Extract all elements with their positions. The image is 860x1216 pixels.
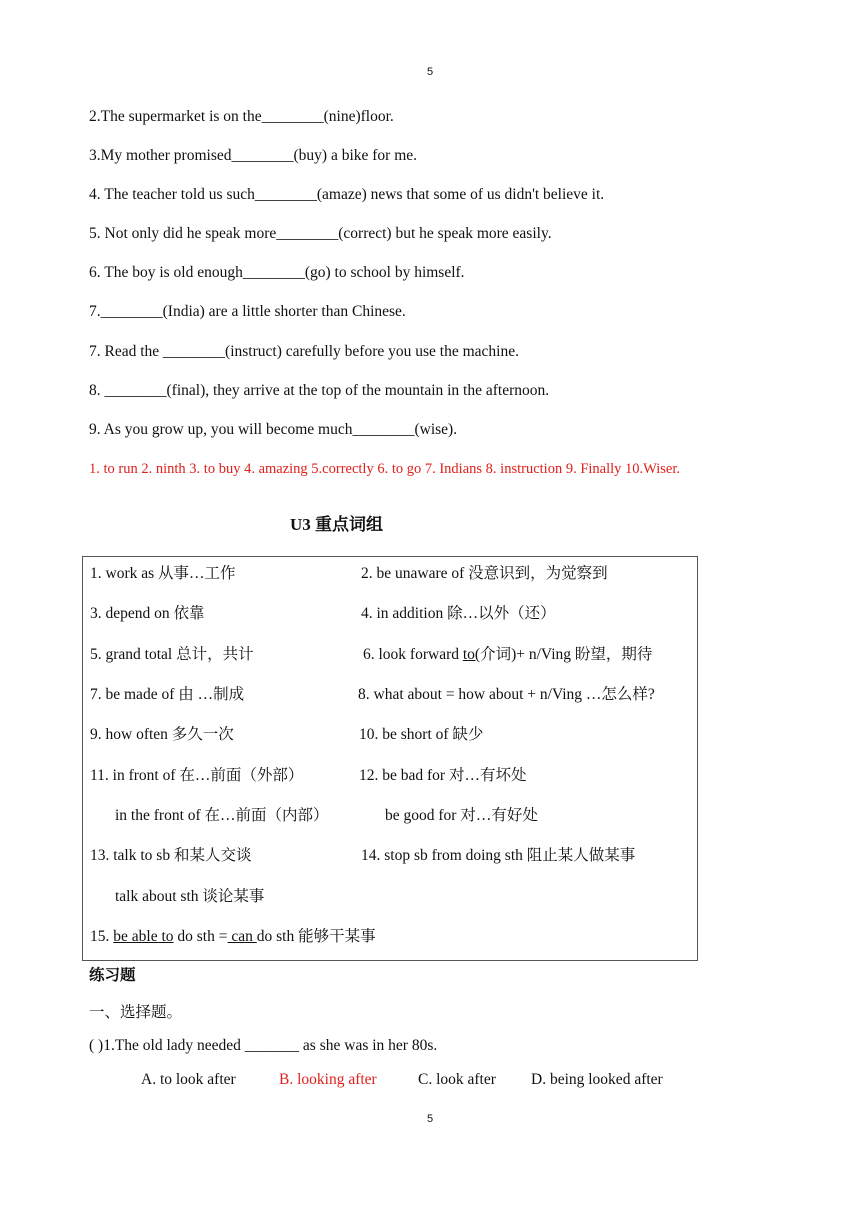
practice-part-heading: 一、选择题。: [89, 1004, 183, 1021]
practice-title: 练习题: [89, 967, 136, 984]
phrase-11: 11. in front of 在…前面（外部）: [90, 767, 304, 784]
phrase-15-can: can: [227, 928, 257, 945]
phrase-5: 5. grand total 总计，共计: [90, 646, 254, 663]
exercise-5: 5. Not only did he speak more________(correct) but he speak more easily.: [89, 225, 552, 242]
phrase-11b: in the front of 在…前面（内部）: [115, 807, 329, 824]
exercise-2: 2.The supermarket is on the________(nine)floor.: [89, 108, 394, 125]
phrase-8: 8. what about = how about + n/Ving …怎么样?: [358, 686, 655, 703]
answer-key: 1. to run 2. ninth 3. to buy 4. amazing 5.correctly 6. to go 7. Indians 8. instruction 9. Finally 10.Wiser.: [89, 461, 681, 477]
phrase-15-number: 15.: [90, 928, 114, 945]
exercise-4: 4. The teacher told us such________(amaze) news that some of us didn't believe it.: [89, 186, 605, 203]
choice-question-1: ( )1.The old lady needed _______ as she was in her 80s.: [89, 1037, 438, 1054]
phrase-9: 9. how often 多久一次: [90, 726, 234, 743]
page-number-bottom: 5: [426, 1113, 434, 1125]
exercise-8: 8. ________(final), they arrive at the top of the mountain in the afternoon.: [89, 382, 550, 399]
exercise-7b: 7. Read the ________(instruct) carefully before you use the machine.: [89, 343, 519, 360]
phrase-13: 13. talk to sb 和某人交谈: [90, 847, 252, 864]
phrase-10: 10. be short of 缺少: [359, 726, 484, 743]
phrase-14: 14. stop sb from doing sth 阻止某人做某事: [361, 847, 636, 864]
exercise-6: 6. The boy is old enough________(go) to school by himself.: [89, 264, 465, 281]
phrase-4: 4. in addition 除…以外（还）: [361, 605, 556, 622]
option-b: B. looking after: [279, 1071, 377, 1088]
exercise-3: 3.My mother promised________(buy) a bike for me.: [89, 147, 418, 164]
phrase-15-middle: do sth =: [173, 928, 228, 945]
phrase-6: [363, 642, 652, 664]
phrase-table: [82, 556, 698, 961]
phrase-6-part3: 介词)+ n/Ving 盼望，期待: [480, 646, 653, 663]
section-title: U3 重点词组: [290, 515, 384, 534]
phrase-3: 3. depend on 依靠: [90, 605, 205, 622]
phrase-12: 12. be bad for 对…有坏处: [359, 767, 527, 784]
exercise-9: 9. As you grow up, you will become much________(wise).: [89, 421, 458, 438]
phrase-6-underlined: to(: [462, 646, 481, 663]
page-number-top: 5: [426, 66, 434, 78]
phrase-6-part1: 6. look forward: [363, 646, 463, 663]
phrase-2: 2. be unaware of 没意识到，为觉察到: [361, 565, 608, 582]
option-c: C. look after: [418, 1071, 496, 1088]
option-d: D. being looked after: [531, 1071, 663, 1088]
exercise-7a: 7.________(India) are a little shorter than Chinese.: [89, 303, 406, 320]
phrase-15-end: do sth 能够干某事: [256, 928, 376, 945]
phrase-7: 7. be made of 由 …制成: [90, 686, 245, 703]
option-a: A. to look after: [141, 1071, 236, 1088]
phrase-13b: talk about sth 谈论某事: [115, 888, 265, 905]
phrase-1: 1. work as 从事…工作: [90, 565, 236, 582]
phrase-15-be-able-to: be able to: [113, 928, 174, 945]
phrase-12b: be good for 对…有好处: [385, 807, 538, 824]
phrase-15: [90, 924, 376, 946]
